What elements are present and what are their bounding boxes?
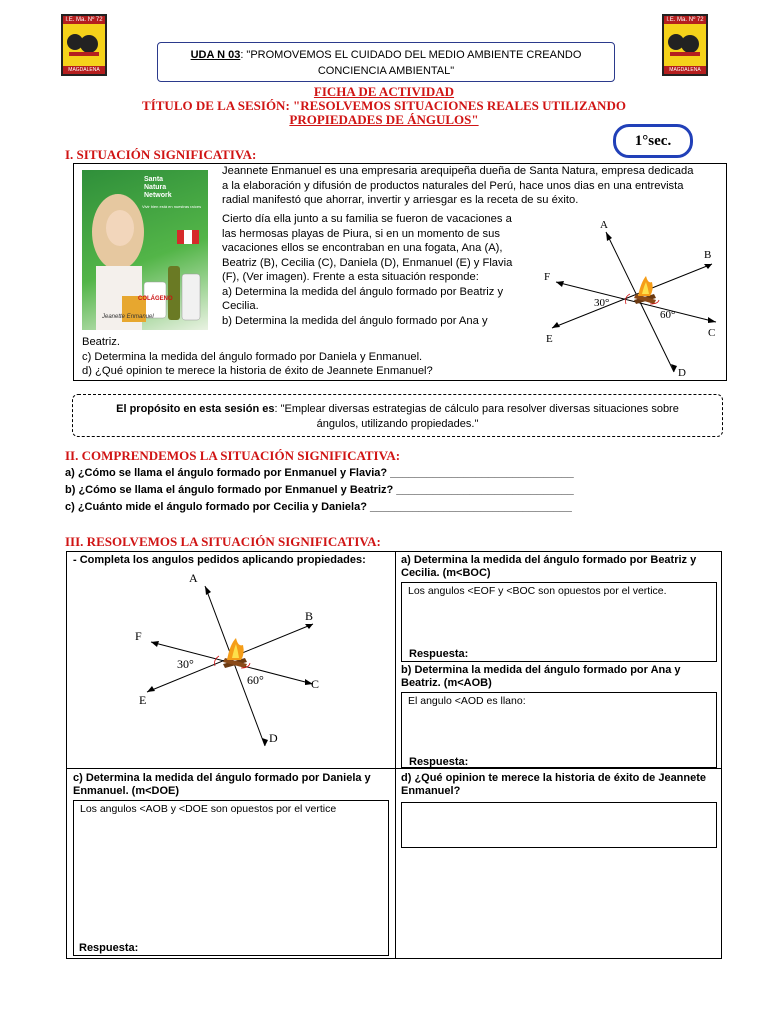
session-title-line1: TÍTULO DE LA SESIÓN: "RESOLVEMOS SITUACIONES REALES UTILIZANDO — [142, 98, 626, 113]
campfire-icon — [634, 276, 656, 304]
uda-text-line2: CONCIENCIA AMBIENTAL" — [317, 65, 455, 77]
section3-title: III. RESOLVEMOS LA SITUACIÓN SIGNIFICATIVA: — [65, 534, 381, 549]
logo-bottom-text: MAGDALENA — [63, 66, 105, 74]
angle2-label-60: 60° — [247, 673, 264, 687]
grade-badge: 1°sec. — [613, 124, 693, 158]
signature: Jeanette Enmanuel — [102, 314, 154, 320]
diagram-label-d: D — [678, 367, 686, 379]
cell-c-respuesta: Respuesta: — [79, 942, 139, 954]
uda-label: UDA N 03 — [190, 49, 241, 61]
purpose-box — [72, 394, 723, 437]
resolution-table — [66, 551, 722, 959]
purpose-text-line2: ángulos, utilizando propiedades." — [316, 418, 479, 430]
angle2-label-30: 30° — [177, 657, 194, 671]
table-divider-horizontal — [67, 768, 721, 769]
cell-d-answer-box[interactable] — [401, 802, 717, 848]
table-divider-vertical — [395, 552, 396, 958]
cell-a-respuesta: Respuesta: — [409, 648, 469, 660]
section2-title: II. COMPRENDEMOS LA SITUACIÓN SIGNIFICATIVA: — [65, 448, 401, 463]
section1-title: I. SITUACIÓN SIGNIFICATIVA: — [65, 147, 257, 162]
diagram2-label-a: A — [189, 571, 198, 585]
uda-text-line1: : "PROMOVEMOS EL CUIDADO DEL MEDIO AMBIENTE CREANDO — [240, 49, 582, 61]
product-label: COLÁGENO — [138, 296, 173, 302]
angles-diagram — [534, 214, 724, 380]
woman-portrait-icon — [82, 170, 208, 330]
cell-c-answer-box[interactable] — [73, 800, 389, 956]
diagram-label-e: E — [546, 333, 553, 345]
angle-label-60: 60° — [660, 309, 676, 321]
cell-b-text: El angulo <AOD es llano: — [408, 695, 526, 707]
brand-tagline: Vivir bien está en nuestras raíces — [142, 204, 202, 209]
session-title-line2: PROPIEDADES DE ÁNGULOS" — [289, 112, 479, 127]
situation-text-middle: Cierto día ella junto a su familia se fueron de vacaciones a las hermosas playas de Piura, si en un momento de sus vacaciones ellos se encontraban en una fogata, Ana (A), Beatriz (B), Cecilia (C), Daniela (D), Enmanuel (E) y Flavia (F), (Ver imagen). Frente a esta situación responde: a) Determina la medida del ángulo formado por Beatriz y Cecilia. b) Determina la medida del ángulo formado por Ana y — [222, 213, 513, 327]
cell-a-title: a) Determina la medida del ángulo formado por Beatriz y Cecilia. (m<BOC) — [401, 554, 697, 579]
diagram2-label-c: C — [311, 677, 320, 691]
logo-bottom-text: MAGDALENA — [664, 66, 706, 74]
question-b: b) ¿Cómo se llama el ángulo formado por Enmanuel y Beatriz? _____________________________ — [65, 484, 574, 496]
logo-top-text: I.E. Ma. Nº 72 — [664, 16, 706, 24]
school-logo-right — [662, 14, 708, 76]
logo-top-text: I.E. Ma. Nº 72 — [63, 16, 105, 24]
angles-diagram-2 — [127, 568, 327, 748]
diagram-label-f: F — [544, 271, 551, 283]
angle-label-30: 30° — [594, 297, 610, 309]
brand-logo-text: Santa Natura Network — [144, 176, 172, 199]
purpose-text-line1: : "Emplear diversas estrategias de cálculo para resolver diversas situaciones sobre — [274, 403, 679, 415]
uda-banner — [157, 42, 615, 82]
entrepreneur-photo — [82, 170, 208, 330]
session-heading — [0, 85, 768, 127]
question-a: a) ¿Cómo se llama el ángulo formado por Enmanuel y Flavia? ______________________________ — [65, 467, 574, 479]
situation-box — [73, 163, 727, 381]
cell-tl-title: - Completa los angulos pedidos aplicando propiedades: — [73, 554, 366, 566]
diagram2-label-b: B — [305, 609, 314, 623]
school-crest-icon — [664, 24, 706, 64]
cell-b-respuesta: Respuesta: — [409, 756, 469, 768]
situation-text-bottom: Beatriz. c) Determina la medida del ángulo formado por Daniela y Enmanuel. d) ¿Qué opinion te merece la historia de éxito de Jeannete Enmanuel? — [82, 336, 433, 377]
cell-b-title: b) Determina la medida del ángulo formado por Ana y Beatriz. (m<AOB) — [401, 664, 681, 689]
school-logo-left — [61, 14, 107, 76]
diagram-label-c: C — [708, 327, 716, 339]
ficha-title: FICHA DE ACTIVIDAD — [313, 84, 455, 99]
question-c: c) ¿Cuánto mide el ángulo formado por Cecilia y Daniela? _________________________________ — [65, 501, 572, 513]
diagram-label-a: A — [600, 219, 608, 231]
purpose-label: El propósito en esta sesión es — [116, 403, 275, 415]
cell-a-text: Los angulos <EOF y <BOC son opuestos por el vertice. — [408, 585, 667, 597]
school-crest-icon — [63, 24, 105, 64]
diagram2-label-f: F — [135, 629, 142, 643]
diagram2-label-e: E — [139, 693, 147, 707]
diagram2-label-d: D — [269, 731, 278, 745]
cell-d-title: d) ¿Qué opinion te merece la historia de éxito de Jeannete Enmanuel? — [401, 772, 707, 797]
cell-c-text: Los angulos <AOB y <DOE son opuestos por el vertice — [80, 803, 337, 815]
cell-c-title: c) Determina la medida del ángulo formado por Daniela y Enmanuel. (m<DOE) — [73, 772, 371, 797]
situation-text-top: Jeannete Enmanuel es una empresaria arequipeña dueña de Santa Natura, empresa dedicada a la elaboración y difusión de productos naturales del Perú, hace unos dias en una entrevista radial manifestó que ahorrar, invertir y arriesgar es la receta de su éxito. — [222, 165, 694, 206]
diagram-label-b: B — [704, 249, 712, 261]
